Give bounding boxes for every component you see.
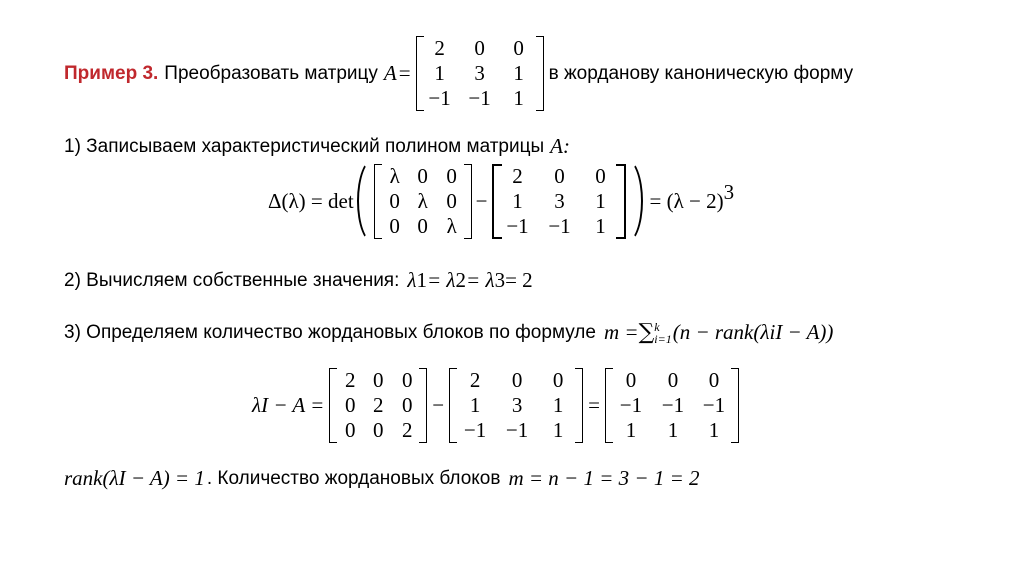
matrix-cell: −1 bbox=[619, 393, 643, 417]
matrix-cell: −1 bbox=[548, 213, 571, 238]
matrix-cell: 1 bbox=[625, 418, 637, 442]
rank-formula: rank(λI − A) = 1 bbox=[64, 466, 205, 490]
step1-matrix bbox=[492, 164, 626, 239]
rank-expr-a: (n − rank(λ bbox=[672, 320, 770, 344]
rank-expr-sub: i bbox=[769, 320, 776, 344]
a-matrix bbox=[449, 368, 583, 443]
matrix-cell: 1 bbox=[513, 86, 524, 110]
example-text-after: в жорданову каноническую форму bbox=[548, 62, 854, 84]
matrix-cell: −1 bbox=[468, 86, 491, 110]
lambda-i-matrix bbox=[329, 368, 427, 443]
lambda-i-minus-a-lhs: λI − A = bbox=[252, 393, 325, 417]
matrix-cell: 1 bbox=[513, 61, 524, 85]
example-line bbox=[64, 36, 853, 111]
matrix-cell: 2 bbox=[434, 36, 445, 60]
matrix-cell: −1 bbox=[661, 393, 685, 417]
matrix-cell: 2 bbox=[373, 393, 384, 417]
matrix-cell: 0 bbox=[667, 368, 679, 392]
step2-line bbox=[64, 268, 533, 293]
matrix-cell: 0 bbox=[625, 368, 637, 392]
m-equals: m = bbox=[603, 320, 639, 344]
conclusion-line bbox=[64, 466, 700, 491]
matrix-cell: −1 bbox=[463, 418, 487, 442]
matrix-cell: 0 bbox=[417, 213, 428, 238]
matrix-cell: 0 bbox=[474, 36, 485, 60]
matrix-cell: 3 bbox=[554, 188, 565, 213]
matrix-cell: 1 bbox=[595, 188, 606, 213]
matrix-cell: −1 bbox=[428, 86, 451, 110]
sum-limits bbox=[654, 321, 671, 345]
lambda-1-sub: 1 bbox=[416, 268, 427, 292]
matrix-cell: 1 bbox=[708, 418, 720, 442]
matrix-cell: 2 bbox=[345, 368, 356, 392]
matrix-cell: −1 bbox=[505, 418, 529, 442]
lambda-2-sub: 2 bbox=[455, 268, 467, 292]
example-label: Пример 3. bbox=[64, 62, 159, 84]
lambda-matrix bbox=[374, 164, 472, 239]
matrix-cell: 1 bbox=[667, 418, 679, 442]
sum-lower: i=1 bbox=[654, 331, 672, 346]
matrix-cell: −1 bbox=[702, 393, 726, 417]
matrix-cell: λ bbox=[446, 213, 457, 238]
matrix-cell: 1 bbox=[434, 61, 445, 85]
matrix-cell: 0 bbox=[402, 368, 413, 392]
step1-var: A: bbox=[550, 134, 570, 158]
char-poly-lhs: Δ(λ) = det bbox=[268, 188, 354, 213]
left-paren bbox=[355, 158, 371, 244]
matrix-cell: 1 bbox=[552, 393, 564, 417]
matrix-cell: 1 bbox=[469, 393, 481, 417]
matrix-cell: λ bbox=[389, 163, 400, 188]
matrix-cell: 0 bbox=[417, 163, 428, 188]
step3-line bbox=[64, 320, 833, 345]
lambda-1: λ bbox=[407, 268, 417, 292]
matrix-cell: 0 bbox=[389, 188, 400, 213]
matrix-cell: 0 bbox=[389, 213, 400, 238]
matrix-cell: 0 bbox=[595, 163, 606, 188]
example-var: A bbox=[383, 61, 397, 85]
matrix-cell: 0 bbox=[554, 163, 565, 188]
matrix-cell: 2 bbox=[469, 368, 481, 392]
matrix-cell: 1 bbox=[552, 418, 564, 442]
matrix-cell: 0 bbox=[513, 36, 524, 60]
equals-sign: = bbox=[588, 393, 600, 417]
matrix-cell: 0 bbox=[708, 368, 720, 392]
matrix-cell: 0 bbox=[373, 368, 384, 392]
conclusion-text: . Количество жордановых блоков bbox=[206, 467, 501, 489]
matrix-cell: 0 bbox=[373, 418, 384, 442]
minus-sign: − bbox=[475, 188, 488, 213]
rank-expr-b: I − A)) bbox=[775, 320, 834, 344]
eigen-value: = 2 bbox=[505, 268, 533, 292]
matrix-cell: 0 bbox=[446, 163, 457, 188]
matrix-cell: 3 bbox=[474, 61, 485, 85]
matrix-cell: 0 bbox=[345, 393, 356, 417]
matrix-cell: 0 bbox=[446, 188, 457, 213]
matrix-cell: 1 bbox=[512, 188, 523, 213]
minus-sign-2: − bbox=[432, 393, 445, 417]
lambda-3-sub: 3 bbox=[494, 268, 506, 292]
result-matrix bbox=[605, 368, 739, 443]
char-poly-equation bbox=[268, 158, 734, 244]
step3-text: 3) Определяем количество жордановых блоков по формуле bbox=[64, 321, 596, 343]
example-eq: = bbox=[398, 61, 411, 85]
matrix-cell: −1 bbox=[506, 213, 529, 238]
lambda-3: = λ bbox=[466, 268, 495, 292]
step1-line bbox=[64, 134, 570, 159]
matrix-cell: 0 bbox=[402, 393, 413, 417]
matrix-cell: 1 bbox=[595, 213, 606, 238]
matrix-cell: 0 bbox=[552, 368, 564, 392]
matrix-cell: 0 bbox=[511, 368, 523, 392]
char-poly-rhs: = (λ − 2) bbox=[649, 188, 724, 213]
matrix-cell: λ bbox=[417, 188, 428, 213]
lambda-i-minus-a-equation bbox=[252, 368, 744, 443]
matrix-cell: 2 bbox=[512, 163, 523, 188]
lambda-2: = λ bbox=[427, 268, 456, 292]
example-matrix bbox=[416, 36, 544, 111]
matrix-cell: 3 bbox=[511, 393, 523, 417]
right-paren bbox=[629, 158, 645, 244]
char-poly-exponent: 3 bbox=[723, 180, 735, 204]
step1-text: 1) Записываем характеристический полином матрицы bbox=[64, 135, 545, 157]
m-formula: m = n − 1 = 3 − 1 = 2 bbox=[508, 466, 700, 490]
sum-upper: k bbox=[654, 319, 660, 334]
step2-text: 2) Вычисляем собственные значения: bbox=[64, 269, 400, 291]
matrix-cell: 0 bbox=[345, 418, 356, 442]
example-text: Преобразовать матрицу bbox=[164, 62, 378, 84]
matrix-cell: 2 bbox=[402, 418, 413, 442]
sum-symbol: ∑ bbox=[638, 320, 655, 345]
